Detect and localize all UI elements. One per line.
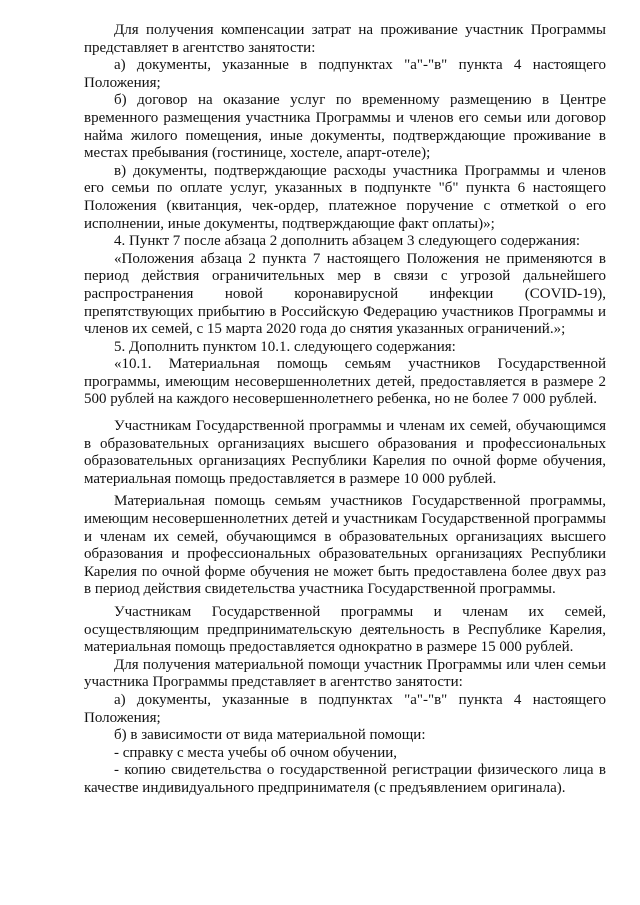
- paragraph-entrepreneurs-aid: Участникам Государственной программы и членам их семей, осуществляющим предпринимательскую деятельность в Республике Карелия, материальная помощь предоставляется однократно в размере 15 000 рублей.: [84, 604, 606, 656]
- paragraph-point-4: 4. Пункт 7 после абзаца 2 дополнить абзацем 3 следующего содержания:: [114, 233, 581, 250]
- paragraph-registration-copy: - копию свидетельства о государственной регистрации физического лица в качестве индивидуального предпринимателя (с предъявлением оригинала).: [84, 762, 606, 796]
- paragraph-quote-point-7: «Положения абзаца 2 пункта 7 настоящего Положения не применяются в период действия ограничительных мер в связи с угрозой дальнейшего распространения новой коронавирусной инфекции (COVID-19), препятствующих прибытию в Российскую Федерацию участников Программы и членов их семей, с 15 марта 2020 года до снятия указанных ограничений.»;: [84, 250, 606, 338]
- paragraph-aid-item-b: б) в зависимости от вида материальной помощи:: [114, 727, 426, 744]
- document-page: [84, 22, 606, 798]
- paragraph-students-aid: Участникам Государственной программы и членам их семей, обучающимся в образовательных организациях высшего образования и профессиональных образовательных организациях Республики Карелия по очной форме обучения, материальная помощь предоставляется в размере 10 000 рублей.: [84, 418, 606, 487]
- paragraph-item-v: в) документы, подтверждающие расходы участника Программы и членов его семьи по оплате услуг, указанных в подпункте "б" пункта 6 настоящего Положения (квитанция, чек-ордер, платежное поручение с отметкой о его исполнении, иные документы, подтверждающие факт оплаты)»;: [84, 162, 606, 232]
- paragraph-aid-limit: Материальная помощь семьям участников Государственной программы, имеющим несовершеннолетних детей и участникам Государственной программы и членам их семей, обучающимся в образовательных организациях высшего образования и профессиональных образовательных организациях Республики Карелия по очной форме обучения не может быть предоставлена более двух раз в период действия свидетельства участника Государственной программы.: [84, 493, 606, 598]
- paragraph-point-5: 5. Дополнить пунктом 10.1. следующего содержания:: [114, 338, 456, 355]
- paragraph-item-a: а) документы, указанные в подпунктах "а"-"в" пункта 4 настоящего Положения;: [84, 57, 606, 91]
- paragraph-study-certificate: - справку с места учебы об очном обучении,: [114, 744, 398, 761]
- paragraph-accommodation-intro: Для получения компенсации затрат на проживание участник Программы представляет в агентство занятости:: [84, 22, 606, 56]
- paragraph-aid-item-a: а) документы, указанные в подпунктах "а"-"в" пункта 4 настоящего Положения;: [84, 691, 606, 726]
- paragraph-item-b: б) договор на оказание услуг по временному размещению в Центре временного размещения участника Программы и членов его семьи или договор найма жилого помещения, иные документы, подтверждающие проживание в местах пребывания (гостинице, хостеле, апарт-отеле);: [84, 92, 606, 162]
- paragraph-10-1: «10.1. Материальная помощь семьям участников Государственной программы, имеющим несовершеннолетних детей, предоставляется в размере 2 500 рублей на каждого несовершеннолетнего ребенка, но не более 7 000 рублей.: [84, 356, 606, 408]
- paragraph-aid-documents-intro: Для получения материальной помощи участник Программы или член семьи участника Программы представляет в агентство занятости:: [84, 656, 606, 691]
